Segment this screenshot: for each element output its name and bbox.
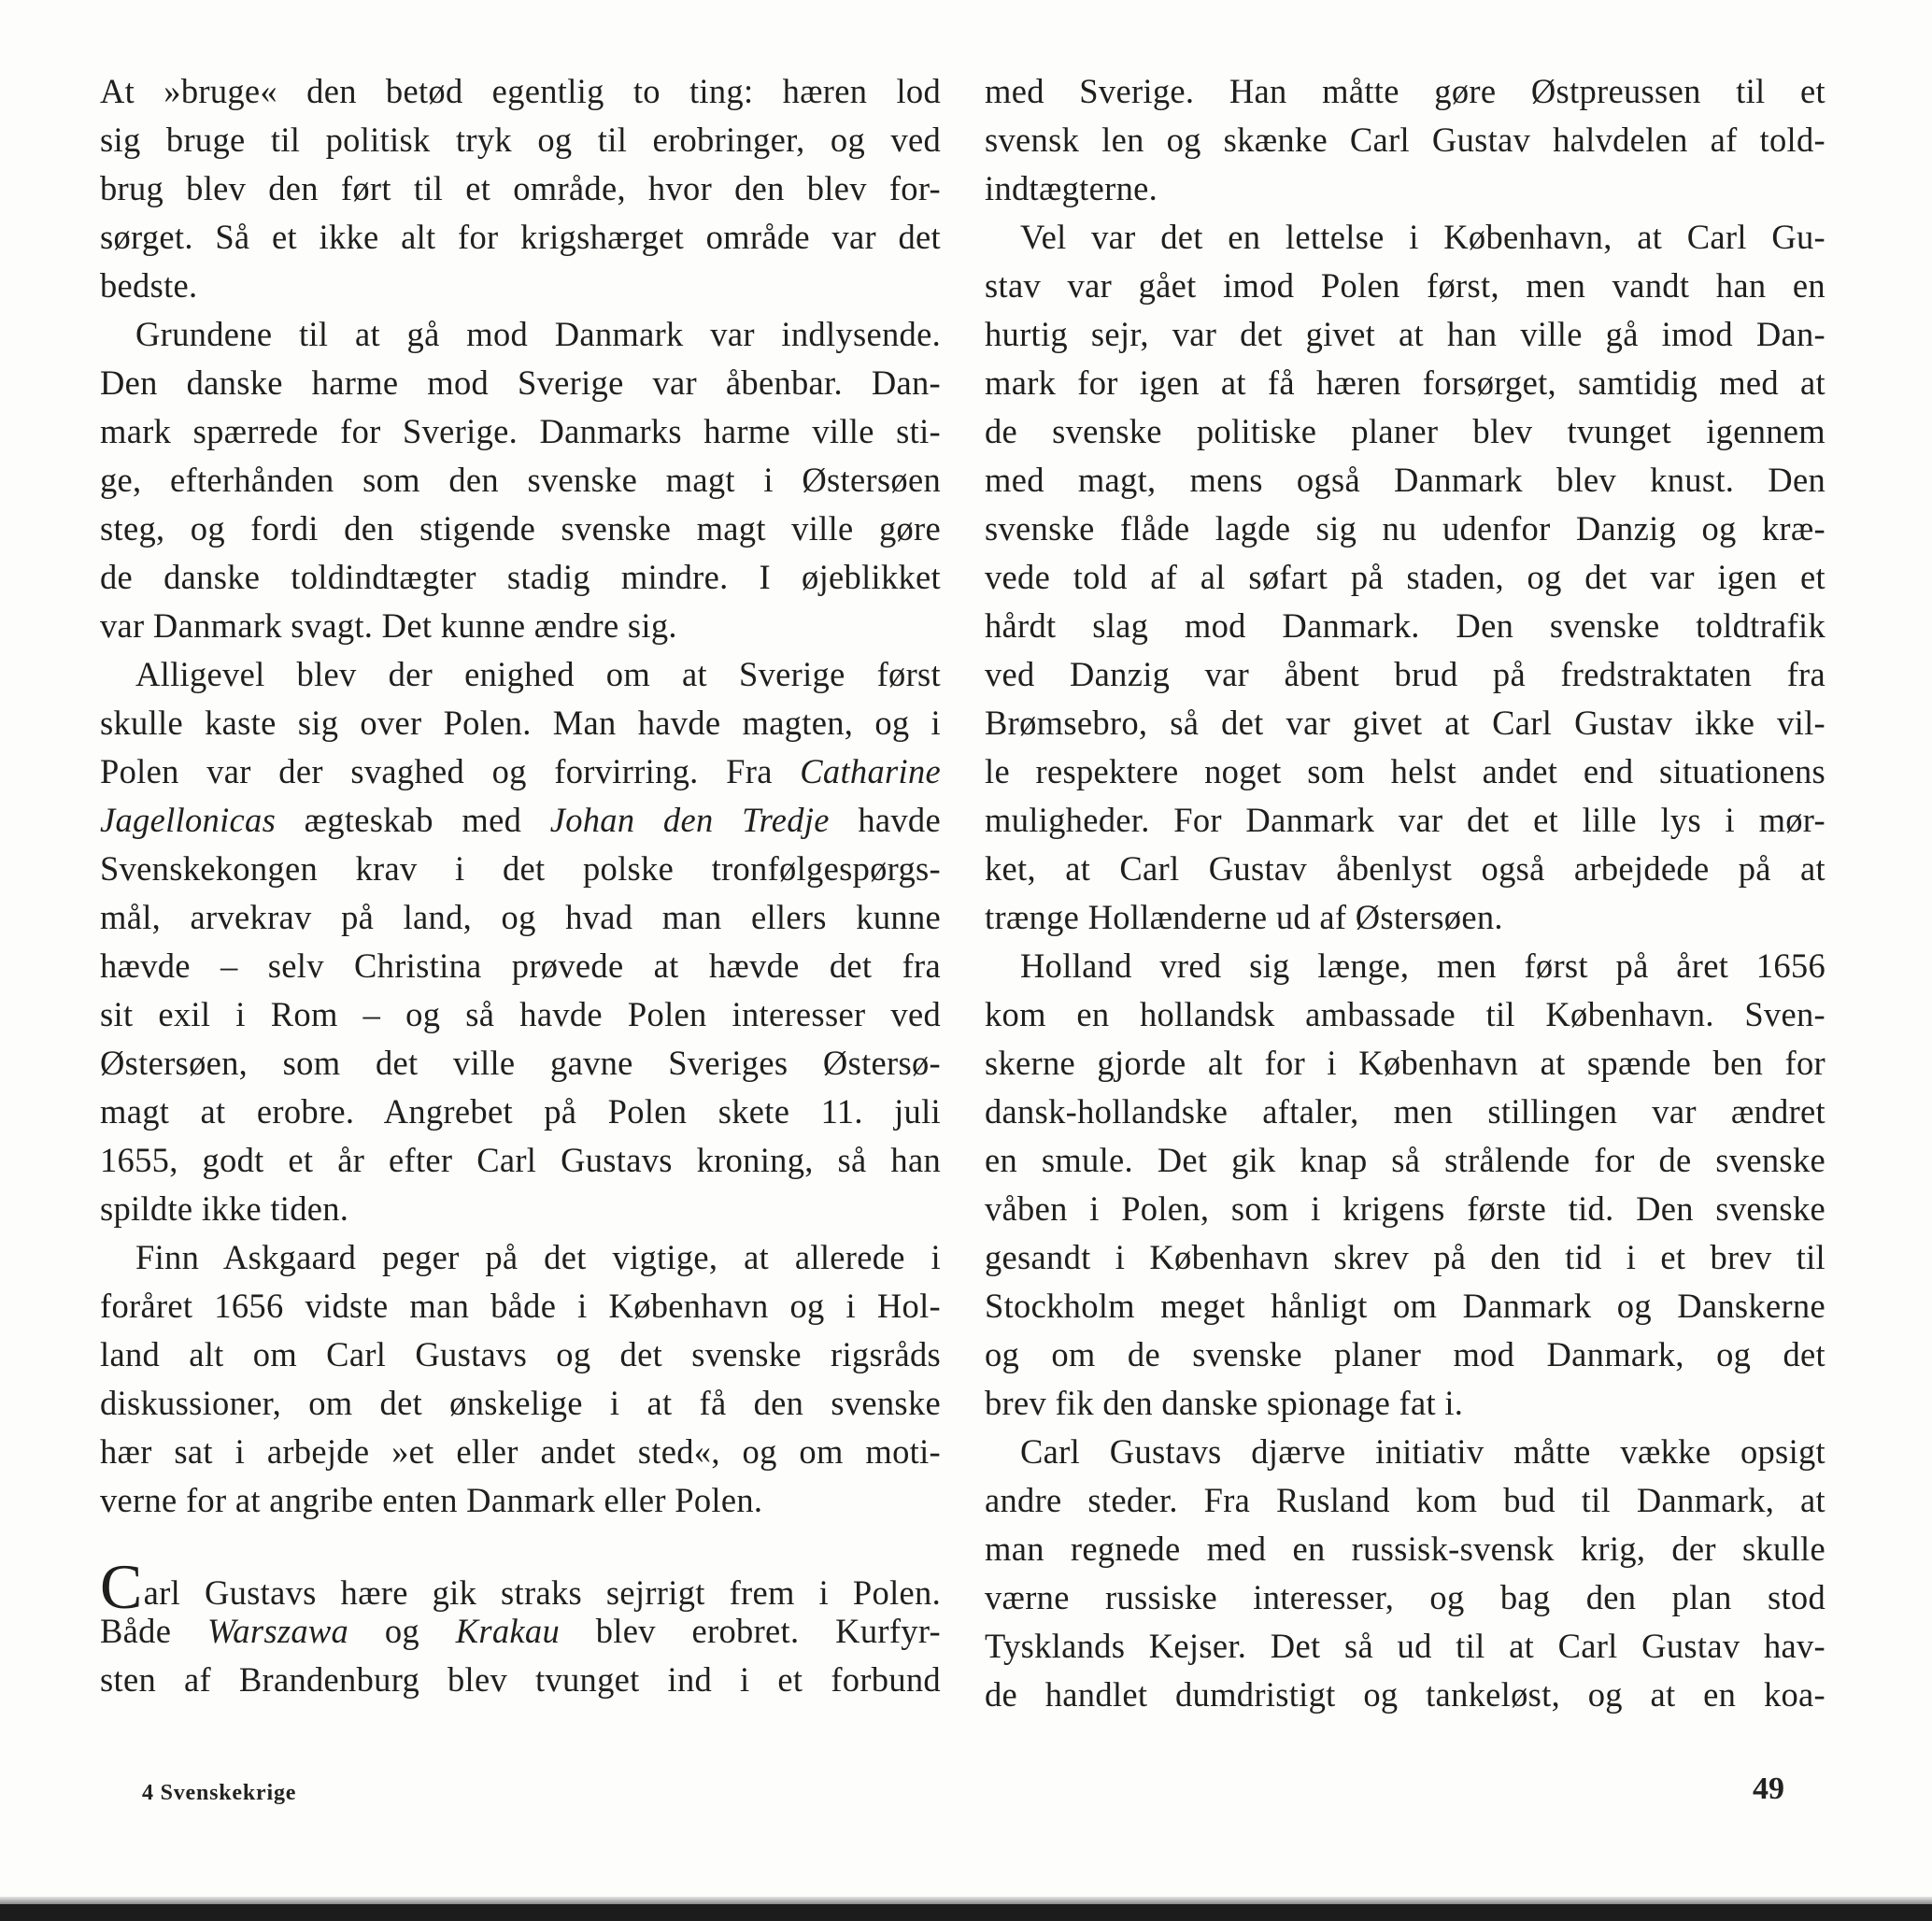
text-line: sig bruge til politisk tryk og til erobringer, og ved (100, 121, 941, 159)
text-line: ved Danzig var åbent brud på fredstraktaten fra (985, 655, 1825, 693)
text-line: sten af Brandenburg blev tvunget ind i et forbund (100, 1660, 941, 1699)
text-line: diskussioner, om det ønskelige i at få den svenske (100, 1384, 941, 1422)
text-line: sit exil i Rom – og så havde Polen interesser ved (100, 995, 941, 1033)
text-line: brug blev den ført til et område, hvor den blev for- (100, 169, 941, 207)
text-line: svensk len og skænke Carl Gustav halvdelen af told- (985, 121, 1825, 159)
text-line: indtægterne. (985, 169, 1158, 207)
text-line: en smule. Det gik knap så strålende for de svenske (985, 1141, 1825, 1179)
drop-cap: C (100, 1551, 143, 1622)
text-line: de svenske politiske planer blev tvunget igennem (985, 412, 1825, 450)
text-line: Østersøen, som det ville gavne Sveriges Østersø- (100, 1044, 941, 1082)
text-line: hævde – selv Christina prøvede at hævde det fra (100, 946, 941, 985)
text-line: hurtig sejr, var det givet at han ville gå imod Dan- (985, 315, 1825, 353)
text-line: Finn Askgaard peger på det vigtige, at allerede i (135, 1238, 941, 1276)
text-line: vede told af al søfart på staden, og det var igen et (985, 558, 1825, 596)
text-line: magt at erobre. Angrebet på Polen skete 11. juli (100, 1092, 941, 1131)
text-line: Både Warszawa og Krakau blev erobret. Kurfyr- (100, 1612, 942, 1650)
italic-name: Warszawa (206, 1612, 349, 1650)
text-line: bedste. (100, 266, 198, 305)
text-line: trænge Hollænderne ud af Østersøen. (985, 898, 1503, 936)
text-line: værne russiske interesser, og bag den plan stod (985, 1578, 1825, 1616)
text-line: Grundene til at gå mod Danmark var indlysende. (135, 315, 941, 353)
italic-name: Jagellonicas (100, 801, 277, 839)
italic-name: Johan den Tredje (549, 801, 830, 839)
text-line: og om de svenske planer mod Danmark, og det (985, 1335, 1825, 1373)
text-line: med Sverige. Han måtte gøre Østpreussen til et (985, 72, 1825, 110)
text-line: våben i Polen, som i krigens første tid. Den svenske (985, 1189, 1825, 1228)
scan-edge-highlight (0, 1897, 1932, 1904)
text-line: dansk-hollandske aftaler, men stillingen var ændret (985, 1092, 1825, 1131)
text-line: At »bruge« den betød egentlig to ting: hæren lod (100, 72, 941, 110)
text-line: foråret 1656 vidste man både i København og i Hol- (100, 1287, 941, 1325)
text-line: muligheder. For Danmark var det et lille lys i mør- (985, 801, 1825, 839)
text-line: land alt om Carl Gustavs og det svenske rigsråds (100, 1335, 941, 1373)
text-line: skulle kaste sig over Polen. Man havde magten, og i (100, 704, 941, 742)
text-line: Svenskekongen krav i det polske tronfølgespørgs- (100, 849, 941, 888)
text-line: 1655, godt et år efter Carl Gustavs kroning, så han (100, 1141, 941, 1179)
text-line: med magt, mens også Danmark blev knust. Den (985, 461, 1825, 499)
text-line: de danske toldindtægter stadig mindre. I øjeblikket (100, 558, 941, 596)
text-line: Carl Gustavs djærve initiativ måtte vække opsigt (1020, 1432, 1825, 1471)
text-line: ge, efterhånden som den svenske magt i Østersøen (100, 461, 941, 499)
text-line: verne for at angribe enten Danmark eller Polen. (100, 1481, 763, 1519)
text-line: var Danmark svagt. Det kunne ændre sig. (100, 606, 677, 645)
section-opening-text: arl Gustavs hære gik straks sejrrigt frem i Polen. (143, 1573, 941, 1612)
text-line: kom en hollandsk ambassade til København. Sven- (985, 995, 1825, 1033)
text-line: Vel var det en lettelse i København, at Carl Gu- (1020, 218, 1825, 256)
text-line: steg, og fordi den stigende svenske magt ville gøre (100, 509, 941, 548)
section-gap (100, 1525, 941, 1558)
text-line: Polen var der svaghed og forvirring. Fra Catharine (100, 752, 941, 790)
text-line: ket, at Carl Gustav åbenlyst også arbejdede på at (985, 849, 1825, 888)
text-line: hær sat i arbejde »et eller andet sted«, og om moti- (100, 1432, 941, 1471)
signature-mark: 4 Svenskekrige (142, 1781, 297, 1805)
text-line: spildte ikke tiden. (100, 1189, 349, 1228)
text-line: de handlet dumdristigt og tankeløst, og at en koa- (985, 1675, 1825, 1714)
text-line: stav var gået imod Polen først, men vandt han en (985, 266, 1825, 305)
text-line: mark for igen at få hæren forsørget, samtidig med at (985, 363, 1825, 402)
text-line: hårdt slag mod Danmark. Den svenske toldtrafik (985, 606, 1825, 645)
text-line: svenske flåde lagde sig nu udenfor Danzig og kræ- (985, 509, 1825, 548)
section-opening-line (100, 1551, 941, 1622)
text-line: man regnede med en russisk-svensk krig, der skulle (985, 1530, 1825, 1568)
text-line: Tysklands Kejser. Det så ud til at Carl Gustav hav- (985, 1627, 1825, 1665)
page-number: 49 (1753, 1772, 1784, 1806)
text-line: brev fik den danske spionage fat i. (985, 1384, 1464, 1422)
text-line: Holland vred sig længe, men først på året 1656 (1020, 946, 1825, 985)
text-line: Den danske harme mod Sverige var åbenbar. Dan- (100, 363, 941, 402)
text-line: Jagellonicas ægteskab med Johan den Tredje havde (100, 801, 941, 839)
text-line: sørget. Så et ikke alt for krigshærget område var det (100, 218, 941, 256)
scan-edge-shadow (0, 1904, 1932, 1921)
text-line: le respektere noget som helst andet end situationens (985, 752, 1825, 790)
text-line: Alligevel blev der enighed om at Sverige først (135, 655, 941, 693)
text-line: skerne gjorde alt for i København at spænde ben for (985, 1044, 1825, 1082)
text-line: andre steder. Fra Rusland kom bud til Danmark, at (985, 1481, 1825, 1519)
text-line: mål, arvekrav på land, og hvad man ellers kunne (100, 898, 941, 936)
text-line: gesandt i København skrev på den tid i et brev til (985, 1238, 1825, 1276)
left-column (100, 67, 941, 1704)
text-line: mark spærrede for Sverige. Danmarks harme ville sti- (100, 412, 941, 450)
right-column (985, 67, 1825, 1719)
italic-name: Krakau (455, 1612, 561, 1650)
italic-name: Catharine (800, 752, 941, 790)
text-line: Brømsebro, så det var givet at Carl Gustav ikke vil- (985, 704, 1825, 742)
text-line: Stockholm meget hånligt om Danmark og Danskerne (985, 1287, 1825, 1325)
